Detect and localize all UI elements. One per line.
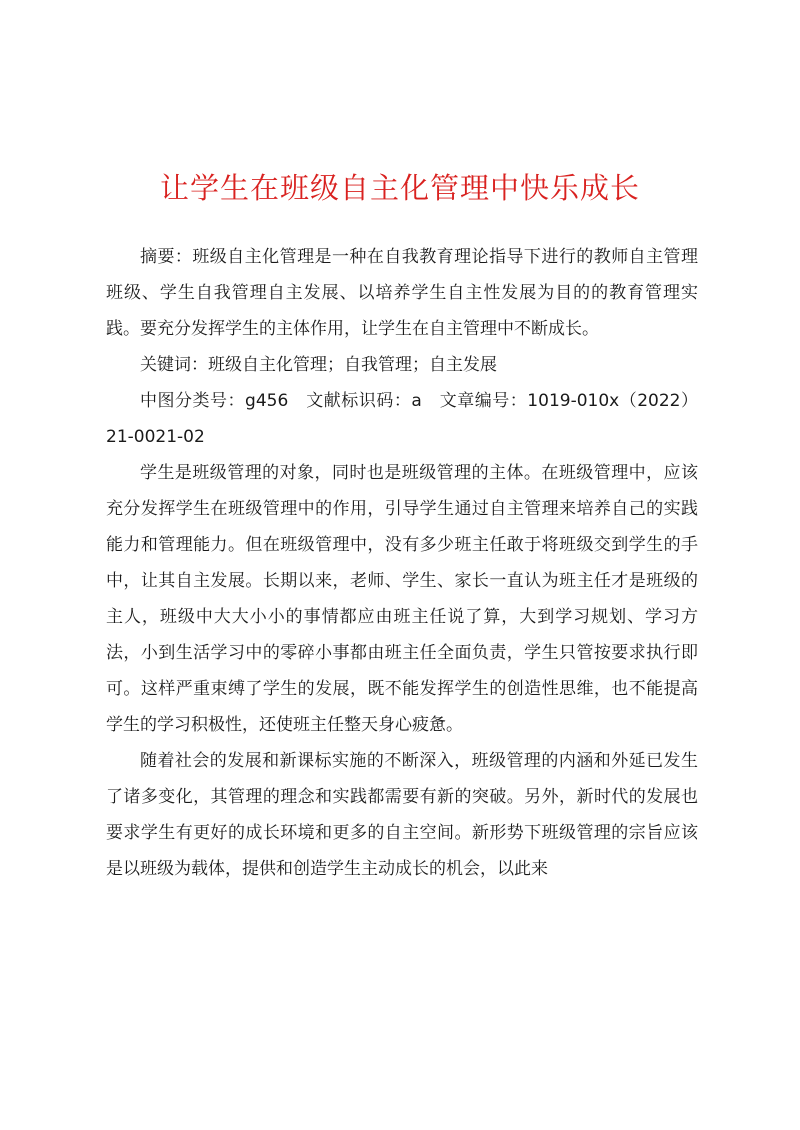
document-body bbox=[106, 239, 698, 887]
keywords-paragraph: 关键词：班级自主化管理；自我管理；自主发展 bbox=[140, 355, 497, 375]
document-title: 让学生在班级自主化管理中快乐成长 bbox=[159, 171, 640, 205]
body-paragraph-1: 学生是班级管理的对象，同时也是班级管理的主体。在班级管理中，应该充分发挥学生在班级管理中的作用，引导学生通过自主管理来培养自己的实践能力和管理能力。但在班级管理中，没有多少班主任敢于将班级交到学生的手中，让其自主发展。长期以来，老师、学生、家长一直认为班主任才是班级的主人，班级中大大小小的事情都应由班主任说了算，大到学习规划、学习方法，小到生活学习中的零碎小事都由班主任全面负责，学生只管按要求执行即可。这样严重束缚了学生的发展，既不能发挥学生的创造性思维，也不能提高学生的学习积极性，还使班主任整天身心疲惫。 bbox=[106, 463, 698, 735]
classification-paragraph: 中图分类号：g456 文献标识码：a 文章编号：1019-010x（2022）21-0021-02 bbox=[106, 391, 698, 447]
body-paragraph-2: 随着社会的发展和新课标实施的不断深入，班级管理的内涵和外延已发生了诸多变化，其管理的理念和实践都需要有新的突破。另外，新时代的发展也要求学生有更好的成长环境和更多的自主空间。新形势下班级管理的宗旨应该是以班级为载体，提供和创造学生主动成长的机会，以此来 bbox=[106, 751, 698, 879]
abstract-paragraph: 摘要：班级自主化管理是一种在自我教育理论指导下进行的教师自主管理班级、学生自我管理自主发展、以培养学生自主性发展为目的的教育管理实践。要充分发挥学生的主体作用，让学生在自主管理中不断成长。 bbox=[106, 247, 698, 339]
